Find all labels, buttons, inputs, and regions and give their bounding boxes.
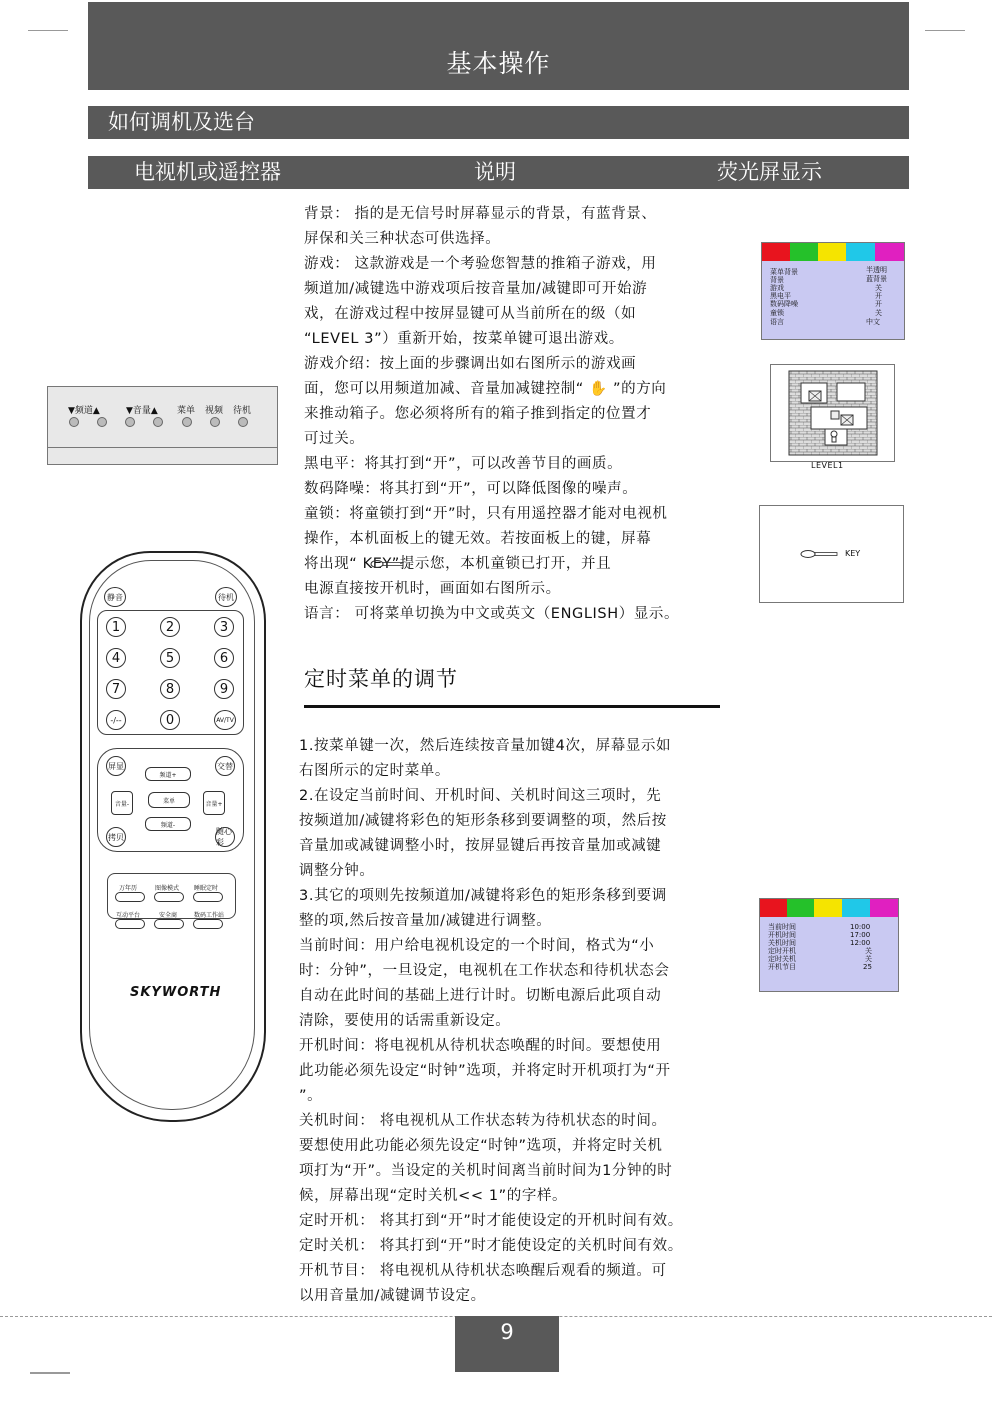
- osd-value: 半透明: [866, 266, 887, 274]
- picture-mode-button[interactable]: [154, 892, 184, 902]
- text-line: 1.按菜单键一次，然后连续按音量加键4次，屏幕显示如: [299, 738, 672, 754]
- panel-button-ch-down[interactable]: [69, 417, 79, 427]
- osd-label: 菜单背景: [770, 268, 798, 276]
- osd-value: 关: [875, 284, 882, 292]
- osd-value: 25: [863, 963, 872, 971]
- game-screen: [770, 364, 895, 462]
- brand-logo: SKYWORTH: [130, 985, 222, 1000]
- text-line: 关机时间： 将电视机从工作状态转为待机状态的时间。: [299, 1113, 667, 1129]
- osd-timer-menu: [759, 898, 899, 992]
- panel-divider: [48, 447, 277, 448]
- text-line: 此功能必须先设定“时钟”选项，并将定时开机项打为“开: [299, 1063, 671, 1079]
- number-7-button[interactable]: 7: [106, 679, 126, 699]
- sound-icon: [790, 243, 818, 261]
- text-line: “LEVEL 3”）重新开始，按菜单键可退出游戏。: [304, 331, 624, 347]
- panel-button-menu[interactable]: [182, 417, 192, 427]
- text-line: 语言： 可将菜单切换为中文或英文（ENGLISH）显示。: [304, 606, 680, 622]
- menu-button[interactable]: 菜单: [148, 792, 190, 808]
- game-maze-illustration: [771, 365, 894, 461]
- text-line: 定时开机： 将其打到“开”时才能使设定的开机时间有效。: [299, 1213, 683, 1229]
- panel-button-vol-down[interactable]: [125, 417, 135, 427]
- panel-label-channel: ▼频道▲: [68, 406, 100, 416]
- text-line: 将出现“ KEY”提示您，本机童锁已打开，并且: [304, 556, 612, 572]
- text-line: 3.其它的项则先按频道加/减键将彩色的矩形条移到要调: [299, 888, 667, 904]
- text-line: 定时关机： 将其打到“开”时才能使设定的关机时间有效。: [299, 1238, 683, 1254]
- osd-label: 开机节目: [768, 963, 796, 971]
- panel-label-standby: 待机: [233, 406, 252, 416]
- page-title: 基本操作: [88, 2, 909, 90]
- text-line: 开机时间：将电视机从待机状态唤醒的时间。要想使用: [299, 1038, 662, 1054]
- func-label-platform: 互动平台: [116, 912, 141, 919]
- color-mood-button[interactable]: 随心彩: [215, 827, 235, 847]
- text-line: 数码降噪：将其打到“开”，可以降低图像的噪声。: [304, 481, 638, 497]
- osd-value: 关: [875, 309, 882, 317]
- text-line: 时：分钟”，一旦设定，电视机在工作状态和待机状态会: [299, 963, 670, 979]
- osd-label: 定时关机: [768, 955, 796, 963]
- func-label-picture-mode: 图像模式: [155, 885, 180, 892]
- sleep-timer-button[interactable]: [193, 892, 223, 902]
- text-line: 屏保和关三种状态可供选择。: [304, 231, 501, 247]
- column-header-bar: [88, 156, 909, 189]
- column-header-description: 说明: [474, 160, 516, 184]
- text-line: 童锁：将童锁打到“开”时，只有用遥控器才能对电视机: [304, 506, 668, 522]
- picture-icon: [762, 243, 790, 261]
- page-number: 9: [455, 1316, 559, 1372]
- av-tv-button[interactable]: AV/TV: [214, 710, 236, 730]
- volume-up-button[interactable]: 音量+: [203, 791, 225, 815]
- channel-icon: [846, 243, 875, 261]
- text-line: 背景： 指的是无信号时屏幕显示的背景，有蓝背景、: [304, 206, 657, 222]
- osd-label: 数码降噪: [770, 300, 798, 308]
- panel-button-ch-up[interactable]: [97, 417, 107, 427]
- text-line: 游戏： 这款游戏是一个考验您智慧的推箱子游戏，用: [304, 256, 657, 272]
- osd-value: 开: [875, 300, 882, 308]
- func-label-calendar: 万年历: [119, 885, 138, 892]
- text-line: 电源直接按开机时，画面如右图所示。: [304, 581, 561, 597]
- text-line: 面，您可以用频道加减、音量加减键控制“ ✋ ”的方向: [304, 381, 667, 397]
- number-3-button[interactable]: 3: [214, 617, 234, 637]
- panel-label-menu: 菜单: [177, 406, 196, 416]
- function-icon: [814, 899, 842, 917]
- osd-label: 背景: [770, 276, 784, 284]
- display-button[interactable]: 屏显: [106, 756, 126, 776]
- calendar-button[interactable]: [115, 892, 145, 902]
- key-lock-label: KEY: [845, 549, 861, 558]
- number-1-button[interactable]: 1: [106, 617, 126, 637]
- text-line: 可过关。: [304, 431, 365, 447]
- osd-value: 中文: [866, 318, 880, 326]
- osd-value: 关: [865, 947, 872, 955]
- column-header-device: 电视机或遥控器: [134, 160, 281, 184]
- osd-label: 定时开机: [768, 947, 796, 955]
- panel-button-standby[interactable]: [238, 417, 248, 427]
- osd-settings-menu: [761, 242, 905, 340]
- osd-label: 当前时间: [768, 923, 796, 931]
- text-line: 黑电平：将其打到“开”，可以改善节目的画质。: [304, 456, 623, 472]
- osd-label: 开机时间: [768, 931, 796, 939]
- number-9-button[interactable]: 9: [214, 679, 234, 699]
- timer-icon: [870, 899, 898, 917]
- func-label-sleep: 睡眠定时: [194, 885, 219, 892]
- swap-button[interactable]: 交替: [215, 756, 235, 776]
- osd-label: 关机时间: [768, 939, 796, 947]
- func-label-security: 安全商: [159, 912, 178, 919]
- number-0-button[interactable]: 0: [160, 710, 180, 730]
- panel-button-vol-up[interactable]: [153, 417, 163, 427]
- sound-icon: [787, 899, 814, 917]
- timer-title-underline: [304, 705, 720, 708]
- function-icon: [818, 243, 846, 261]
- func-label-workstation: 数码工作站: [194, 912, 225, 919]
- channel-icon: [842, 899, 870, 917]
- osd-label: 童锁: [770, 309, 784, 317]
- osd-value: 关: [865, 955, 872, 963]
- section-title: 如何调机及选台: [88, 106, 909, 139]
- key-lock-screen: [759, 505, 904, 603]
- text-line: ”。: [299, 1088, 323, 1104]
- number-6-button[interactable]: 6: [214, 648, 234, 668]
- text-line: 按频道加/减键将彩色的矩形条移到要调整的项，然后按: [299, 813, 667, 829]
- panel-label-video: 视频: [205, 406, 224, 416]
- number-2-button[interactable]: 2: [160, 617, 180, 637]
- text-line: 以用音量加/减键调节设定。: [299, 1288, 486, 1304]
- number-5-button[interactable]: 5: [160, 648, 180, 668]
- security-button[interactable]: [154, 919, 184, 929]
- number-8-button[interactable]: 8: [160, 679, 180, 699]
- crop-mark-tr: [925, 30, 965, 31]
- text-line: 调整分钟。: [299, 863, 375, 879]
- osd-value: 10:00: [850, 923, 871, 931]
- text-line: 开机节目： 将电视机从待机状态唤醒后观看的频道。可: [299, 1263, 667, 1279]
- osd-icon-bar: [762, 243, 904, 261]
- text-line: 来推动箱子。您必须将所有的箱子推到指定的位置才: [304, 406, 652, 422]
- text-line: 当前时间：用户给电视机设定的一个时间，格式为“小: [299, 938, 655, 954]
- dash-button[interactable]: -/--: [106, 710, 126, 730]
- osd-label: 游戏: [770, 284, 784, 292]
- timer-section-title: 定时菜单的调节: [304, 667, 458, 691]
- osd-label: 黑电平: [770, 292, 791, 300]
- column-header-screen: 荧光屏显示: [717, 160, 822, 184]
- text-line: 清除，要使用的话需重新设定。: [299, 1013, 511, 1029]
- workstation-button[interactable]: [193, 919, 223, 929]
- panel-button-video[interactable]: [210, 417, 220, 427]
- text-line: 自动在此时间的基础上进行计时。切断电源后此项自动: [299, 988, 662, 1004]
- volume-down-button[interactable]: 音量-: [111, 791, 133, 815]
- text-line: 整的项,然后按音量加/减键进行调整。: [299, 913, 552, 929]
- text-line: 音量加或减键调整小时，按屏显键后再按音量加或减键: [299, 838, 662, 854]
- text-line: 戏，在游戏过程中按屏显键可从当前所在的级（如: [304, 306, 637, 322]
- osd-value: 17:00: [850, 931, 871, 939]
- text-line: 频道加/减键选中游戏项后按音量加/减键即可开始游: [304, 281, 648, 297]
- number-4-button[interactable]: 4: [106, 648, 126, 668]
- standby-button[interactable]: 待机: [215, 587, 237, 607]
- mute-button[interactable]: 静音: [104, 587, 126, 607]
- text-line: 2.在设定当前时间、开机时间、关机时间这三项时，先: [299, 788, 662, 804]
- text-line: 操作，本机面板上的键无效。若按面板上的键，屏幕: [304, 531, 652, 547]
- osd-icon-bar: [760, 899, 898, 917]
- channel-down-button[interactable]: 频道-: [145, 817, 191, 831]
- osd-value: 12:00: [850, 939, 871, 947]
- platform-button[interactable]: [115, 919, 145, 929]
- crop-mark-tl: [28, 30, 68, 31]
- osd-label: 语言: [770, 318, 784, 326]
- text-line: 游戏介绍：按上面的步骤调出如右图所示的游戏画: [304, 356, 637, 372]
- text-line: 右图所示的定时菜单。: [299, 763, 450, 779]
- text-line: 项打为“开”。当设定的关机时间离当前时间为1分钟的时: [299, 1163, 673, 1179]
- tv-front-panel: [47, 386, 278, 465]
- key-icon: [800, 548, 840, 560]
- key-icon: [370, 558, 406, 570]
- remote-control: [80, 551, 266, 1122]
- game-level-label: LEVEL1: [811, 461, 844, 470]
- timer-icon: [875, 243, 904, 261]
- text-line: 候，屏幕出现“定时关机<< 1”的字样。: [299, 1188, 568, 1204]
- text-line: 要想使用此功能必须先设定“时钟”选项，并将定时关机: [299, 1138, 663, 1154]
- panel-label-volume: ▼音量▲: [126, 406, 158, 416]
- crop-mark-bl: [30, 1372, 70, 1374]
- channel-up-button[interactable]: 频道+: [145, 767, 191, 781]
- osd-value: 蓝背景: [866, 275, 887, 283]
- timer-description: [299, 734, 739, 1309]
- copy-button[interactable]: 拷贝: [106, 827, 126, 847]
- osd-value: 开: [875, 292, 882, 300]
- picture-icon: [760, 899, 787, 917]
